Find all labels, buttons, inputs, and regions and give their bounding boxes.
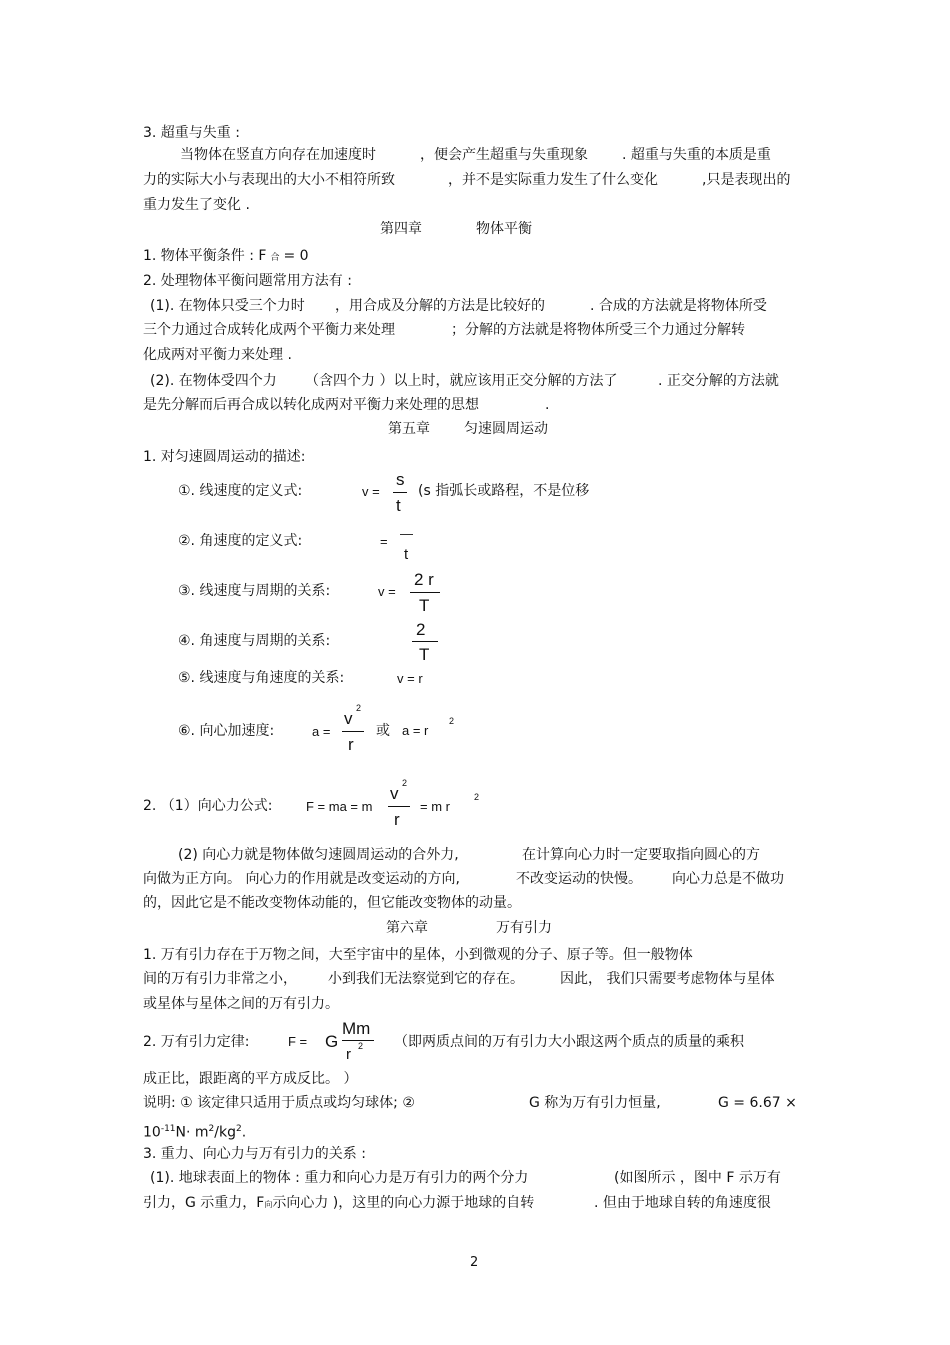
text-line: (1). 地球表面上的物体 : 重力和向心力是万有引力的两个分力 [150, 1170, 529, 1186]
fraction-bar [412, 641, 438, 642]
text-line: . 合成的方法就是将物体所受 [590, 298, 767, 314]
formula-label: 2. 万有引力定律: [143, 1034, 250, 1050]
text-line: 化成两对平衡力来处理 . [143, 347, 292, 363]
fraction-denominator: t [404, 546, 409, 563]
text-line: 说明: ① 该定律只适用于质点或均匀球体; ② [143, 1095, 415, 1111]
formula-lhs: v = [362, 484, 380, 499]
text-line: 1. 对匀速圆周运动的描述: [143, 449, 306, 465]
text-line: （含四个力 ）以上时，就应该用正交分解的方法了 [305, 373, 618, 389]
text-line: 3. 重力、向心力与万有引力的关系 : [143, 1146, 366, 1162]
fraction-denominator: r [394, 810, 400, 829]
chapter5-title-num: 第五章 [388, 421, 430, 437]
text-line: ；分解的方法就是将物体所受三个力通过分解转 [451, 322, 745, 338]
text-line: ,只是表现出的 [702, 172, 791, 188]
formula-label: ①. 线速度的定义式: [178, 483, 303, 499]
chapter6-title-num: 第六章 [386, 920, 428, 936]
text-line: 1. 物体平衡条件 : F 合 = 0 [143, 248, 309, 264]
chapter4-title-name: 物体平衡 [476, 221, 532, 237]
fraction-numerator: Mm [342, 1019, 371, 1038]
formula-label: ④. 角速度与周期的关系: [178, 633, 331, 649]
fraction-denominator: t [396, 496, 401, 515]
formula-lhs: F = ma = m [306, 799, 373, 814]
section3-heading: 3. 超重与失重 : [143, 125, 240, 141]
formula-label: ⑤. 线速度与角速度的关系: [178, 670, 345, 686]
fraction-bar [393, 492, 407, 493]
chapter6-title-name: 万有引力 [496, 920, 552, 936]
text-line: . 超重与失重的本质是重 [622, 147, 771, 163]
text-line: ，用合成及分解的方法是比较好的 [335, 298, 545, 314]
text-line: 是先分解而后再合成以转化成两对平衡力来处理的思想 [143, 397, 479, 413]
text-line: 不改变运动的快慢。 [516, 871, 642, 887]
fraction-bar [410, 592, 440, 593]
formula-label: ②. 角速度的定义式: [178, 533, 303, 549]
text-line: (1). 在物体只受三个力时 [150, 298, 305, 314]
fraction-numerator: v [344, 709, 353, 728]
formula-lhs: = [380, 534, 388, 549]
formula-rhs: = m r [420, 799, 450, 814]
text-line: 在计算向心力时一定要取指向圆心的方 [522, 847, 760, 863]
formula-label: 2. （1）向心力公式: [143, 798, 273, 814]
text-line: ，便会产生超重与失重现象 [420, 147, 588, 163]
formula-lhs: a = [312, 724, 331, 739]
fraction-denominator: T [419, 645, 430, 664]
text-line: 的，因此它是不能改变物体动能的，但它能改变物体的动量。 [143, 895, 521, 911]
formula-lhs: F = [288, 1034, 308, 1049]
text-line: . [545, 397, 550, 413]
text-line: 因此， 我们只需要考虑物体与星体 [560, 971, 775, 987]
fraction-bar [388, 806, 410, 807]
text-line: 向心力总是不做功 [672, 871, 784, 887]
superscript: 2 [356, 703, 362, 713]
fraction-numerator: — [400, 526, 413, 541]
text-line: ，并不是实际重力发生了什么变化 [448, 172, 658, 188]
superscript: 2 [402, 778, 408, 788]
gravitational-constant: G [325, 1032, 339, 1051]
fraction-denominator: T [419, 596, 430, 615]
page-number: 2 [470, 1255, 479, 1270]
text-line: 重力发生了变化 . [143, 197, 250, 213]
text-line: 引力，G 示重力，F向示向心力 )，这里的向心力源于地球的自转 [143, 1195, 535, 1211]
formula-label: ⑥. 向心加速度: [178, 723, 275, 739]
formula-note: （即两质点间的万有引力大小跟这两个质点的质量的乘积 [394, 1034, 744, 1050]
text-line: . 但由于地球自转的角速度很 [594, 1195, 771, 1211]
superscript: 2 [449, 716, 455, 726]
chapter5-title-name: 匀速圆周运动 [464, 421, 548, 437]
text-line: (2). 在物体受四个力 [150, 373, 277, 389]
fraction-numerator: 2 r [414, 570, 434, 589]
text-line: 间的万有引力非常之小， [143, 971, 297, 987]
text-line: (如图所示 ，图中 F 示万有 [614, 1170, 781, 1186]
fraction-denominator: r [348, 735, 354, 754]
text-line: 向做为正方向。 向心力的作用就是改变运动的方向, [143, 871, 460, 887]
formula-label: ③. 线速度与周期的关系: [178, 583, 331, 599]
text-line: (2) 向心力就是物体做匀速圆周运动的合外力, [178, 847, 459, 863]
text-line: . 正交分解的方法就 [658, 373, 779, 389]
fraction-numerator: v [390, 784, 399, 803]
fraction-numerator: s [396, 470, 405, 489]
formula-rhs: a = r [402, 723, 429, 738]
text-line: 力的实际大小与表现出的大小不相符所致 [143, 172, 395, 188]
text-line: G = 6.67 × [718, 1095, 797, 1111]
text-line: 1. 万有引力存在于万物之间，大至宇宙中的星体，小到微观的分子、原子等。但一般物体 [143, 947, 693, 963]
text-line: 2. 处理物体平衡问题常用方法有 : [143, 273, 352, 289]
subscript: 向 [264, 1200, 273, 1209]
text-line: $10^{-11}N\cdot m^2/kg^2$. [143, 1124, 247, 1141]
formula-lhs: v = [378, 584, 396, 599]
formula-note: (s 指弧长或路程，不是位移 [418, 483, 590, 499]
text-line: G 称为万有引力恒量, [529, 1095, 661, 1111]
superscript: 2 [474, 792, 480, 802]
fraction-numerator: 2 [416, 620, 426, 639]
text-line: 或星体与星体之间的万有引力。 [143, 996, 339, 1012]
or-word: 或 [376, 723, 390, 739]
formula-expression: v = r [397, 671, 423, 686]
text-line: 当物体在竖直方向存在加速度时 [180, 147, 376, 163]
text-line: 小到我们无法察觉到它的存在。 [328, 971, 524, 987]
text-line: 三个力通过合成转化成两个平衡力来处理 [143, 322, 395, 338]
superscript: 2 [358, 1041, 364, 1051]
fraction-denominator: r [346, 1046, 351, 1063]
text-line: 成正比，跟距离的平方成反比。 ） [143, 1071, 358, 1087]
fraction-bar [342, 731, 364, 732]
subscript: 合 [270, 253, 280, 263]
chapter4-title-num: 第四章 [380, 221, 422, 237]
